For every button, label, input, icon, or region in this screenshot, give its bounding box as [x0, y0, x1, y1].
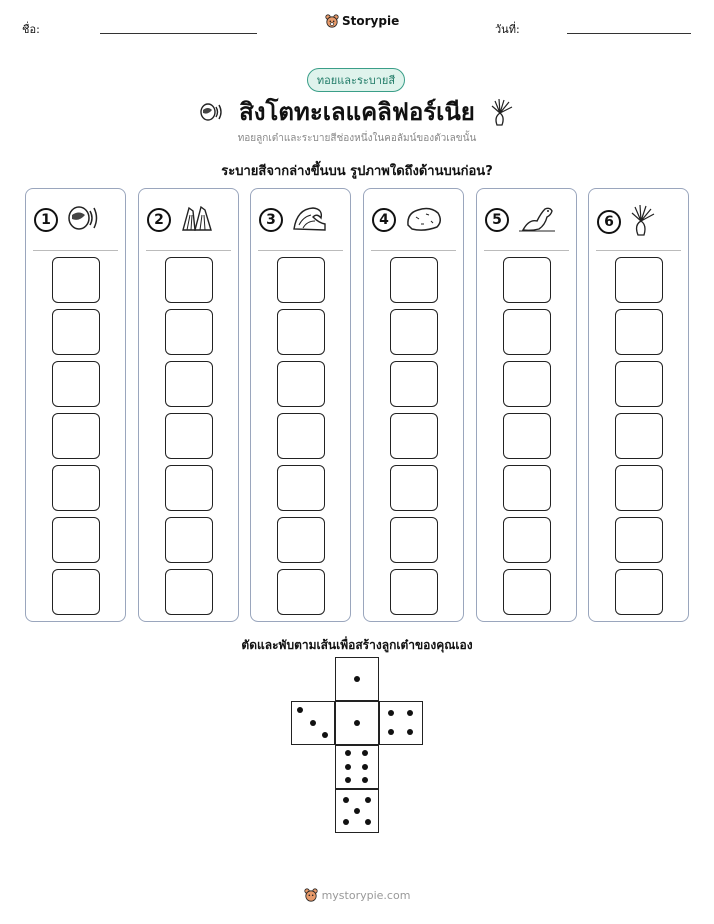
color-cell[interactable] [503, 569, 551, 615]
die-pip [345, 764, 351, 770]
color-cell[interactable] [165, 413, 213, 459]
color-cell[interactable] [615, 569, 663, 615]
name-label: ชื่อ: [22, 23, 40, 36]
color-cell[interactable] [390, 517, 438, 563]
date-label: วันที่: [495, 23, 520, 36]
die-pip [322, 732, 328, 738]
footer-url: mystorypie.com [321, 888, 411, 902]
die-face [291, 701, 335, 745]
column-number: 1 [34, 208, 58, 232]
question-text: ระบายสีจากล่างขึ้นบน รูปภาพใดถึงด้านบนก่อน? [221, 164, 493, 179]
color-cell[interactable] [277, 569, 325, 615]
bear-icon [325, 14, 339, 28]
color-cell[interactable] [390, 465, 438, 511]
color-cell[interactable] [503, 361, 551, 407]
column-2 [138, 188, 239, 622]
die-pip [345, 777, 351, 783]
die-pip [407, 729, 413, 735]
die-pip [354, 808, 360, 814]
column-1 [25, 188, 126, 622]
die-pip [365, 819, 371, 825]
color-cell[interactable] [503, 517, 551, 563]
column-6 [588, 188, 689, 622]
die-face [335, 745, 379, 789]
color-cell[interactable] [277, 413, 325, 459]
rock-icon [404, 203, 444, 237]
color-cell[interactable] [615, 309, 663, 355]
color-cell[interactable] [165, 309, 213, 355]
die-pip [388, 729, 394, 735]
activity-badge: ทอยและระบายสี [307, 68, 405, 92]
die-pip [362, 764, 368, 770]
color-cell[interactable] [615, 465, 663, 511]
column-divider [371, 250, 456, 251]
column-header [372, 203, 444, 237]
color-cell[interactable] [615, 257, 663, 303]
brand-logo [325, 14, 399, 28]
sea-anemone-icon [629, 203, 657, 241]
column-divider [33, 250, 118, 251]
column-number: 6 [597, 210, 621, 234]
color-cell[interactable] [277, 517, 325, 563]
color-cell[interactable] [52, 361, 100, 407]
die-pip [354, 720, 360, 726]
cut-instruction: ตัดและพับตามเส้นเพื่อสร้างลูกเต๋าของคุณเอง [241, 638, 473, 652]
color-cell[interactable] [52, 569, 100, 615]
die-pip [354, 676, 360, 682]
sea-lion-roar-icon [66, 203, 102, 237]
sea-lion-icon [517, 203, 557, 237]
color-cell[interactable] [277, 257, 325, 303]
column-divider [258, 250, 343, 251]
column-divider [484, 250, 569, 251]
column-number: 2 [147, 208, 171, 232]
column-number: 3 [259, 208, 283, 232]
color-cell[interactable] [503, 465, 551, 511]
color-cell[interactable] [165, 257, 213, 303]
color-cell[interactable] [165, 569, 213, 615]
column-header [259, 203, 327, 237]
die-face [335, 657, 379, 701]
column-divider [146, 250, 231, 251]
column-header [147, 203, 215, 237]
color-cell[interactable] [165, 465, 213, 511]
column-number: 5 [485, 208, 509, 232]
die-pip [362, 777, 368, 783]
sea-lion-roar-icon [199, 100, 225, 124]
color-cell[interactable] [52, 257, 100, 303]
color-cell[interactable] [52, 517, 100, 563]
date-line [567, 33, 691, 34]
column-header [34, 203, 102, 237]
sea-anemone-icon [489, 97, 515, 127]
color-cell[interactable] [52, 413, 100, 459]
color-cell[interactable] [52, 309, 100, 355]
die-pip [407, 710, 413, 716]
color-cell[interactable] [277, 361, 325, 407]
die-face [335, 701, 379, 745]
color-cell[interactable] [165, 517, 213, 563]
name-line [100, 33, 257, 34]
color-cell[interactable] [503, 309, 551, 355]
color-cell[interactable] [390, 309, 438, 355]
color-cell[interactable] [390, 569, 438, 615]
column-3 [250, 188, 351, 622]
page-subtitle: ทอยลูกเต๋าและระบายสีช่องหนึ่งในคอลัมน์ของตัวเลขนั้น [237, 133, 477, 144]
color-cell[interactable] [390, 361, 438, 407]
die-face [335, 789, 379, 833]
color-cell[interactable] [615, 413, 663, 459]
die-pip [343, 797, 349, 803]
column-header [597, 203, 657, 241]
color-cell[interactable] [277, 309, 325, 355]
column-header [485, 203, 557, 237]
color-cell[interactable] [503, 413, 551, 459]
page-title: สิงโตทะเลแคลิฟอร์เนีย [239, 98, 475, 126]
color-cell[interactable] [615, 361, 663, 407]
column-number: 4 [372, 208, 396, 232]
color-cell[interactable] [52, 465, 100, 511]
color-cell[interactable] [615, 517, 663, 563]
die-pip [345, 750, 351, 756]
color-cell[interactable] [390, 257, 438, 303]
color-cell[interactable] [503, 257, 551, 303]
color-cell[interactable] [277, 465, 325, 511]
color-cell[interactable] [390, 413, 438, 459]
bear-icon [304, 888, 318, 902]
die-face [379, 701, 423, 745]
die-pip [310, 720, 316, 726]
die-pip [362, 750, 368, 756]
die-pip [388, 710, 394, 716]
flippers-icon [179, 203, 215, 237]
wave-icon [291, 203, 327, 237]
die-pip [365, 797, 371, 803]
column-4 [363, 188, 464, 622]
column-divider [596, 250, 681, 251]
column-5 [476, 188, 577, 622]
brand-name: Storypie [342, 14, 400, 28]
footer [0, 888, 714, 902]
die-pip [343, 819, 349, 825]
color-cell[interactable] [165, 361, 213, 407]
die-pip [297, 707, 303, 713]
